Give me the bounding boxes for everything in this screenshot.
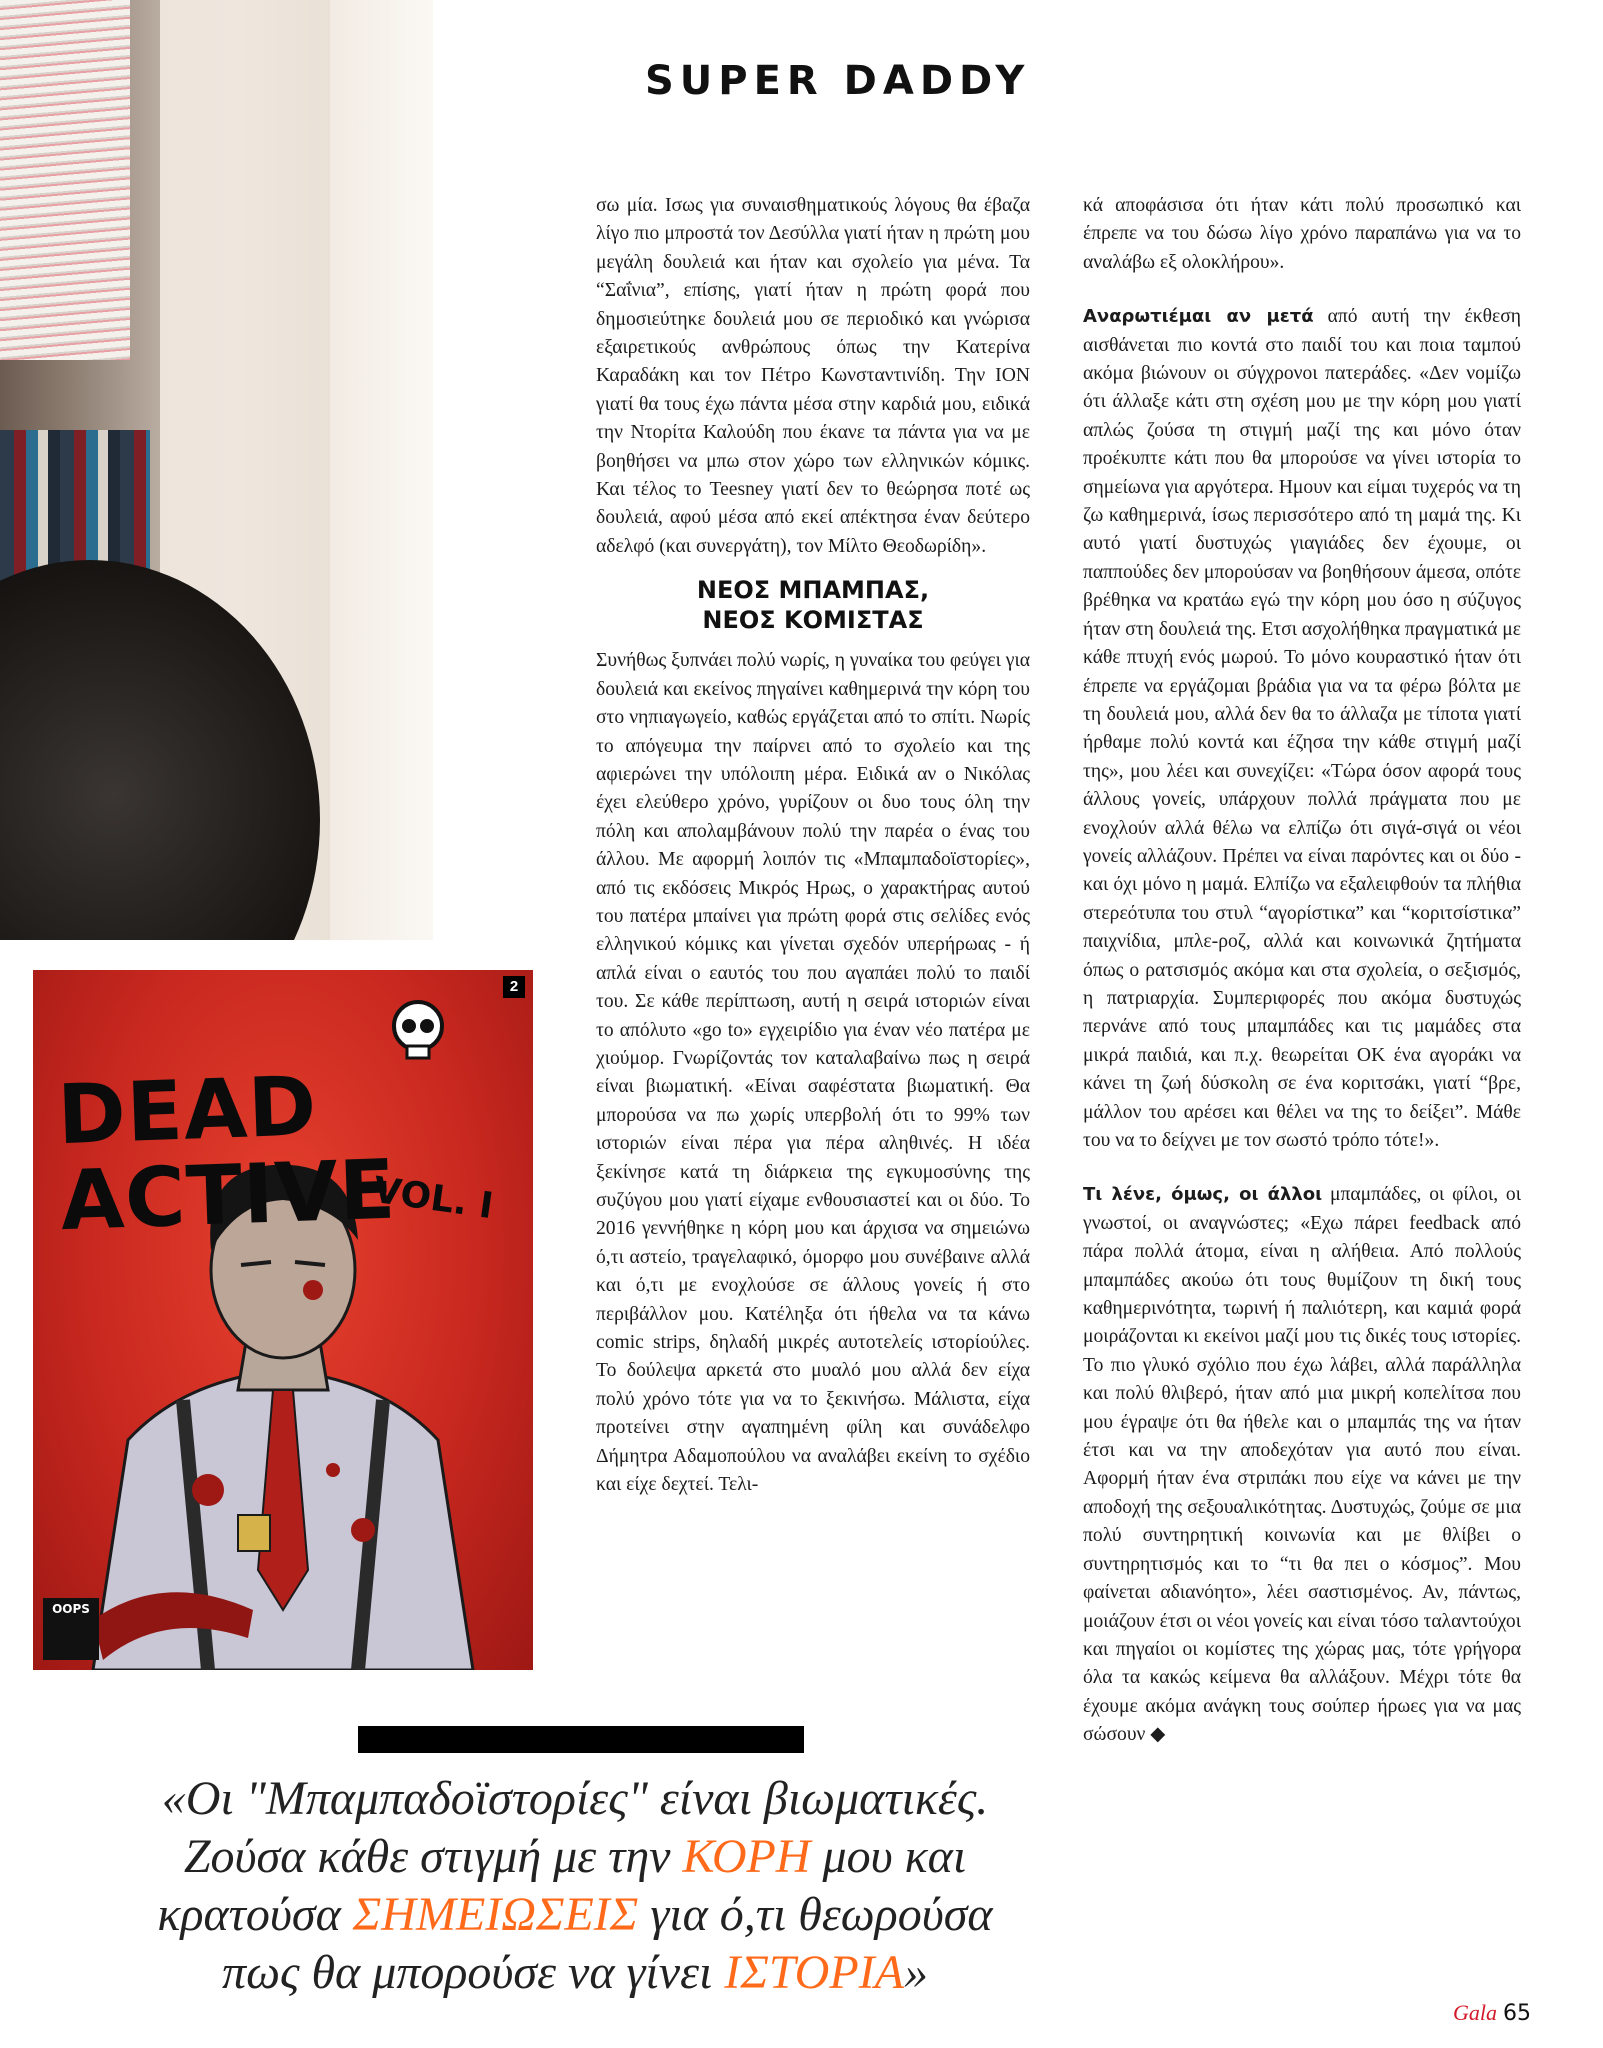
comic-title: DEAD ACTIVE: [55, 1059, 398, 1250]
photo-bookshelf: [0, 0, 433, 940]
image-number-badge: 2: [503, 976, 525, 998]
comic-cover-image: [33, 970, 533, 1670]
subheading-line-2: ΝΕΟΣ ΚΟΜΙΣΤΑΣ: [702, 606, 924, 635]
quote-bar: [358, 1726, 804, 1753]
paragraph-body: μπαμπάδες, οι φίλοι, οι γνωστοί, οι αναγνώστες; «Εχω πάρει feedback από πάρα πολλά άτομα, είναι η αλήθεια. Από πολλούς μπαμπάδες ακούω ότι τους θυμίζουν τη δική τους καθημερινότητα, τωρινή ή παλιότερη, και καμιά φορά μοιράζονται κι εκείνοι μαζί μου τις δικές τους ιστορίες. Το πιο γλυκό σχόλιο που έχω λάβει, αλλά παράλληλα και πολύ θλιβερό, ήταν από μια μικρή κοπελίτσα που μου έγραψε ότι θα ήθελε και ο μπαμπάς της να ήταν έτσι και να την αποδεχόταν για αυτό που είναι. Αφορμή ήταν ένα στριπάκι που είχε να κάνει με την αποδοχή της σεξουαλικότητας. Δυστυχώς, ζούμε σε μια πολύ συντηρητική κοινωνία και με θλίβει ο συντηρητισμός και το “τι θα πει ο κόσμος”. Μου φαίνεται αδιανόητο», λέει σαστισμένος. Αν, πάντως, μοιάζουν έτσι οι νέοι γονείς και είναι τόσο ταλαντούχοι και πηγαίοι οι κομίστες της χώρας μας, τότε γρήγορα όλα τα κακώς κείμενα θα αλλάξουν. Μέχρι τότε θα έχουμε ακόμα ανάγκη τους σούπερ ήρωες για να μας σώσουν ◆: [1083, 1184, 1521, 1746]
section-header: SUPER DADDY: [645, 58, 1031, 104]
quote-highlight: ΙΣΤΟΡΙΑ: [724, 1946, 904, 1999]
paragraph-lead: Αναρωτιέμαι αν μετά: [1083, 306, 1314, 328]
quote-text: για ό,τι θεωρούσα πως θα μπορούσε να γίνει: [222, 1888, 993, 1999]
person-head: [0, 560, 320, 940]
comic-volume: VOL. I: [370, 1169, 496, 1228]
pull-quote: [115, 1770, 1035, 2002]
paragraph: [1083, 1181, 1521, 1749]
magazine-stack: [0, 0, 130, 360]
quote-highlight: ΚΟΡΗ: [682, 1830, 811, 1883]
paragraph: [1083, 303, 1521, 1155]
article-column-left: [596, 192, 1030, 1499]
publisher-logo: OOPS: [43, 1598, 99, 1660]
page-footer: [1453, 2000, 1531, 2026]
quote-text: μου και κρατούσα: [157, 1830, 967, 1941]
paragraph-body: από αυτή την έκθεση αισθάνεται πιο κοντά στο παιδί του και ποια ταμπού ακόμα βιώνουν οι σύγχρονοι πατεράδες. «Δεν νομίζω ότι άλλαξε κάτι στη σχέση μου με την κόρη μου γιατί απλώς ζούσα τη στιγμή μαζί της και μόνο όταν προέκυπτε κάτι που θα μπορούσε να γίνει ιστορία το σημείωνα για αργότερα. Ημουν και είμαι τυχερός να τη ζω καθημερινά, ίσως περισσότερο από τη μαμά της. Κι αυτό γιατί δυστυχώς γιαγιάδες δεν έχουμε, οι παππούδες δεν μπορούσαν να βοηθήσουν άμεσα, οπότε βρέθηκα να κρατάω εγώ την κόρη μου όσο η σύζυγος ήταν στη δουλειά της. Ετσι ασχολήθηκα πραγματικά με κάθε πτυχή ενός μωρού. Το μόνο κουραστικό ήταν ότι έπρεπε να εργάζομαι βράδια για να τα φέρω βόλτα με τη δουλειά μου, αλλά δεν θα το άλλαζα με τίποτα γιατί ήρθαμε πολύ κοντά και έζησα την κάθε στιγμή μαζί της», μου λέει και συνεχίζει: «Τώρα όσον αφορά τους άλλους γονείς, υπάρχουν πολλά πράγματα που με ενοχλούν αλλά θέλω να ελπίζω ότι σιγά-σιγά οι νέοι γονείς αλλάζουν. Πρέπει να είναι παρόντες και οι δύο - και όχι μόνο η μαμά. Ελπίζω να εξαλειφθούν τα πλήθια στερεότυπα του στυλ “αγορίστικα” και “κοριτσίστικα” παιχνίδια, μπλε-ροζ, αλλά και κοινωνικά ζητήματα όπως ο ρατσισμός ακόμα και στα σχολεία, ο σεξισμός, η πατριαρχία. Συμπεριφορές που ακόμα δυστυχώς περνάνε από τους μπαμπάδες και τις μαμάδες στα μικρά παιδιά, και π.χ. θεωρείται ΟΚ ένα αγοράκι να κάνει τη ζωή δύσκολη σε ένα κοριτσάκι, γιατί “βρε, μάλλον του αρέσει και θέλει να της το δείξει”. Μάθε του να το δείχνει με τον σωστό τρόπο τότε!».: [1083, 306, 1522, 1151]
paragraph: Συνήθως ξυπνάει πολύ νωρίς, η γυναίκα του φεύγει για δουλειά και εκείνος πηγαίνει καθημερινά την κόρη του στο νηπιαγωγείο, καθώς εργάζεται από το σπίτι. Νωρίς το απόγευμα την παίρνει από το σχολείο και της αφιερώνει την υπόλοιπη μέρα. Ειδικά αν ο Νικόλας έχει ελεύθερο χρόνο, γυρίζουν οι δυο τους όλη την πόλη και απολαμβάνουν πολύ την παρέα ο ένας του άλλου. Με αφορμή λοιπόν τις «Μπαμπαδοϊστορίες», από τις εκδόσεις Μικρός Ηρως, ο χαρακτήρας αυτού του πατέρα μπαίνει για πρώτη φορά στις σελίδες ενός ελληνικού κόμικς και γίνεται σχεδόν υπερήρωας - ή απλά είναι ο εαυτός του που αγαπάει πολύ το παιδί του. Σε κάθε περίπτωση, αυτή η σειρά ιστοριών είναι το απόλυτο «go to» εγχειρίδιο για έναν νέο πατέρα με χιούμορ. Γνωρίζοντάς τον καταλαβαίνω πως η σειρά είναι βιωματική. «Είναι σαφέστατα βιωματική. Θα μπορούσα να πω χωρίς υπερβολή ότι το 99% των ιστοριών είναι πέρα για πέρα αληθινές. Η ιδέα ξεκίνησε κατά τη διάρκεια της εγκυμοσύνης της συζύγου μου γιατί είχαμε ενθουσιαστεί και οι δύο. Το 2016 γεννήθηκε η κόρη μου και άρχισα να σημειώνω ό,τι αστείο, τραγελαφικό, όμορφο μου συνέβαινε αλλά και ό,τι με ενοχλούσε σε άλλους γονείς ή στο περιβάλλον μου. Κατέληξα ότι ήθελα να τα κάνω comic strips, δηλαδή μικρές αυτοτελείς ιστορίούλες. Το δούλεψα αρκετά στο μυαλό μου αλλά δεν είχα πολύ χρόνο τότε για να το ξεκινήσω. Μάλιστα, είχα προτείνει στην αγαπημένη φίλη και συνάδελφο Δήμητρα Αδαμοπούλου να αναλάβει εκείνη το σχέδιο και είχε δεχτεί. Τελι-: [596, 650, 1030, 1496]
subheading: [596, 575, 1030, 635]
skull-icon: [385, 998, 451, 1064]
quote-highlight: ΣΗΜΕΙΩΣΕΙΣ: [352, 1888, 639, 1941]
shelf-post: [330, 0, 433, 940]
paragraph: σω μία. Ισως για συναισθηματικούς λόγους θα έβαζα λίγο πιο μπροστά τον Δεσύλλα γιατί ήταν η πρώτη μου μεγάλη δουλειά και ήταν και σχολείο για μένα. Τα “Σαΐνια”, επίσης, γιατί ήταν η πρώτη φορά που δημοσιεύτηκε δουλειά μου σε περιοδικό και γνώρισα εξαιρετικούς ανθρώπους όπως την Κατερίνα Καραδάκη και τον Πέτρο Κωνσταντινίδη. Την ΙΟΝ γιατί θα τους έχω πάντα μέσα στην καρδιά μου, ειδικά την Ντορίτα Καλούδη που έκανε τα πάντα για να με βοηθήσει να μπω στον χώρο των ελληνικών κόμικς. Και τέλος το Teesney γιατί δεν το θεώρησα ποτέ ως δουλειά, αφού μέσα από εκεί απέκτησα έναν δεύτερο αδελφό (και συνεργάτη), τον Μίλτο Θεοδωρίδη».: [596, 195, 1030, 557]
paragraph: κά αποφάσισα ότι ήταν κάτι πολύ προσωπικό και έπρεπε να του δώσω λίγο χρόνο παραπάνω για να το αναλάβω εξ ολοκλήρου».: [1083, 195, 1521, 273]
article-column-right: [1083, 192, 1521, 1750]
page-number: 65: [1503, 2001, 1531, 2026]
quote-text: «Οι "Μπαμπαδοϊστορίες" είναι βιωματικές. Ζούσα κάθε στιγμή με την: [161, 1772, 989, 1883]
magazine-logo: Gala: [1453, 2000, 1497, 2025]
subheading-line-1: ΝΕΟΣ ΜΠΑΜΠΑΣ,: [696, 576, 930, 605]
quote-text: »: [903, 1946, 928, 1999]
paragraph-lead: Τι λένε, όμως, οι άλλοι: [1083, 1184, 1323, 1206]
